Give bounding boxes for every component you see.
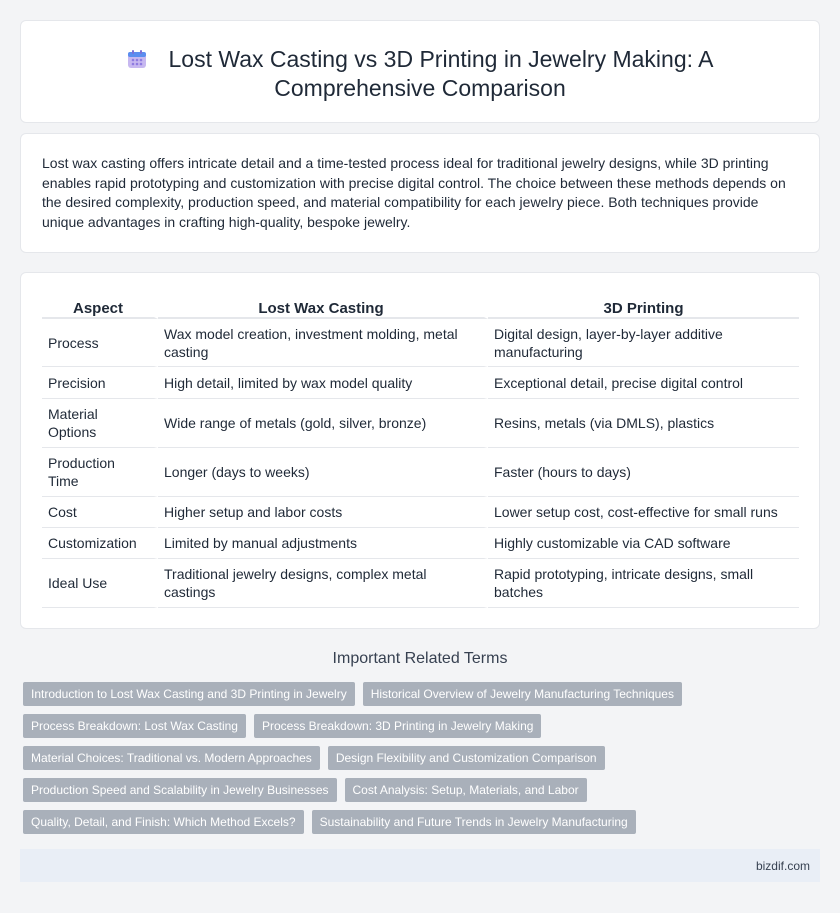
related-term-tag[interactable]: Sustainability and Future Trends in Jewelry Manufacturing — [312, 810, 636, 834]
tag-row — [23, 778, 823, 802]
table-cell: Digital design, layer-by-layer additive manufacturing — [488, 319, 799, 367]
page-title — [21, 45, 819, 103]
title-card — [20, 20, 820, 123]
related-term-tag[interactable]: Process Breakdown: Lost Wax Casting — [23, 714, 246, 738]
related-term-tag[interactable]: Introduction to Lost Wax Casting and 3D Printing in Jewelry — [23, 682, 355, 706]
table-cell: Exceptional detail, precise digital control — [488, 367, 799, 399]
calendar-icon — [127, 47, 147, 67]
comparison-card — [20, 272, 820, 629]
tag-row — [23, 810, 823, 834]
header-aspect: Aspect — [42, 297, 158, 319]
table-cell: Faster (hours to days) — [488, 448, 799, 497]
table-cell: Process — [42, 319, 158, 367]
header-3d-printing: 3D Printing — [488, 297, 799, 319]
related-term-tag[interactable]: Production Speed and Scalability in Jewelry Businesses — [23, 778, 337, 802]
footer — [20, 849, 820, 882]
table-row — [42, 528, 799, 559]
tag-row — [23, 714, 823, 738]
table-row — [42, 448, 799, 497]
intro-card — [20, 133, 820, 253]
title-line-2: Comprehensive Comparison — [274, 75, 566, 101]
related-term-tag[interactable]: Material Choices: Traditional vs. Modern Approaches — [23, 746, 320, 770]
table-cell: Ideal Use — [42, 559, 158, 608]
table-cell: Production Time — [42, 448, 158, 497]
table-row — [42, 399, 799, 448]
table-cell: Highly customizable via CAD software — [488, 528, 799, 559]
related-term-tag[interactable]: Quality, Detail, and Finish: Which Method Excels? — [23, 810, 304, 834]
table-cell: Wide range of metals (gold, silver, bronze) — [158, 399, 488, 448]
table-cell: Resins, metals (via DMLS), plastics — [488, 399, 799, 448]
table-cell: Limited by manual adjustments — [158, 528, 488, 559]
intro-paragraph: Lost wax casting offers intricate detail and a time-tested process ideal for traditional jewelry designs, while 3D printing enables rapid prototyping and customization with precise digital control. The choice between these methods depends on the desired complexity, production speed, and material compatibility for each jewelry piece. Both techniques provide unique advantages in crafting high-quality, bespoke jewelry. — [42, 155, 786, 230]
comparison-table — [42, 297, 799, 608]
tag-row — [23, 682, 823, 706]
table-cell: Customization — [42, 528, 158, 559]
table-header-row — [42, 297, 799, 319]
table-cell: Traditional jewelry designs, complex metal castings — [158, 559, 488, 608]
related-terms-list — [23, 682, 823, 842]
table-cell: High detail, limited by wax model quality — [158, 367, 488, 399]
header-lost-wax: Lost Wax Casting — [158, 297, 488, 319]
footer-site-link[interactable]: bizdif.com — [755, 859, 810, 873]
table-cell: Longer (days to weeks) — [158, 448, 488, 497]
table-row — [42, 497, 799, 528]
title-line-1: Lost Wax Casting vs 3D Printing in Jewelry Making: A — [168, 46, 714, 72]
related-term-tag[interactable]: Design Flexibility and Customization Comparison — [328, 746, 605, 770]
related-term-tag[interactable]: Process Breakdown: 3D Printing in Jewelry Making — [254, 714, 541, 738]
related-term-tag[interactable]: Historical Overview of Jewelry Manufacturing Techniques — [363, 682, 682, 706]
related-terms-heading: Important Related Terms — [332, 650, 508, 667]
related-term-tag[interactable]: Cost Analysis: Setup, Materials, and Labor — [345, 778, 587, 802]
table-cell: Rapid prototyping, intricate designs, small batches — [488, 559, 799, 608]
tag-row — [23, 746, 823, 770]
table-row — [42, 319, 799, 367]
table-cell: Precision — [42, 367, 158, 399]
table-cell: Higher setup and labor costs — [158, 497, 488, 528]
table-cell: Cost — [42, 497, 158, 528]
table-row — [42, 559, 799, 608]
table-cell: Wax model creation, investment molding, metal casting — [158, 319, 488, 367]
table-row — [42, 367, 799, 399]
table-cell: Lower setup cost, cost-effective for small runs — [488, 497, 799, 528]
table-cell: Material Options — [42, 399, 158, 448]
